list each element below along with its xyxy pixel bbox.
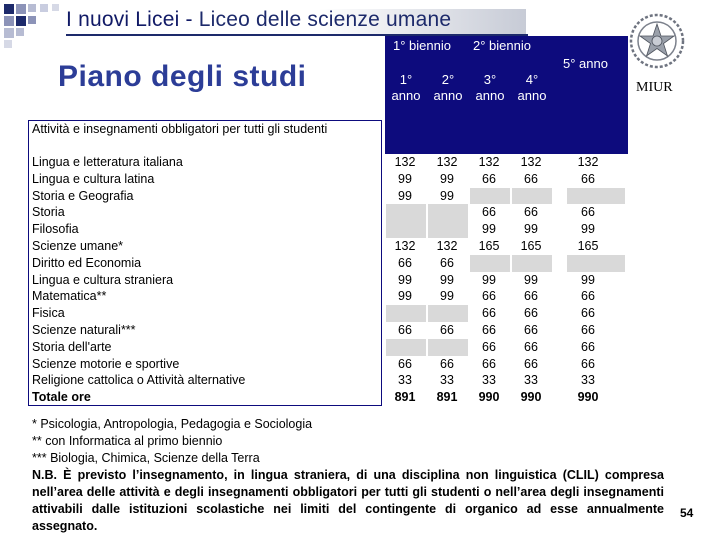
hours-cell: 165 [577, 239, 599, 253]
hours-cell: 99 [440, 272, 454, 287]
hours-cell: 165 [478, 239, 500, 253]
footnote-3: *** Biologia, Chimica, Scienze della Terra [32, 451, 260, 465]
decor-square [4, 4, 14, 14]
hours-cell: 66 [581, 323, 595, 337]
year-header-3: 3° anno [475, 72, 505, 103]
header-years [385, 56, 551, 118]
total-cell: 891 [394, 390, 416, 405]
decor-square [16, 28, 24, 36]
hours-cell: 99 [398, 272, 412, 287]
title-main: I nuovi Licei - [66, 8, 199, 31]
empty-cell [386, 339, 426, 356]
hours-cell: 66 [398, 255, 412, 270]
header-second-biennium [466, 36, 551, 56]
subject-label: Matematica** [32, 289, 107, 304]
subject-label: Scienze umane* [32, 238, 124, 253]
total-cell: 990 [520, 390, 542, 405]
hours-cell: 99 [440, 188, 454, 203]
empty-cell [428, 204, 468, 221]
hours-cell: 66 [581, 205, 595, 220]
subject-label: Diritto ed Economia [32, 255, 142, 270]
subject-label: Filosofia [32, 222, 79, 237]
hours-cell: 66 [581, 339, 595, 354]
hours-cell: 66 [482, 323, 496, 337]
decor-square [16, 16, 26, 26]
empty-cell [512, 188, 552, 205]
title-sub: Liceo delle scienze umane [198, 8, 452, 31]
total-label: Totale ore [32, 390, 91, 405]
hours-cell: 66 [482, 339, 496, 354]
hours-cell: 99 [581, 272, 595, 287]
hours-cell: 99 [398, 289, 412, 304]
year-header-4: 4° anno [517, 72, 547, 103]
empty-cell [512, 255, 552, 272]
empty-cell [386, 305, 426, 322]
empty-cell [386, 221, 426, 238]
hours-cell: 165 [520, 239, 542, 253]
hours-cell: 66 [524, 339, 538, 354]
hours-cell: 99 [398, 188, 412, 203]
hours-cell: 99 [482, 272, 496, 287]
hours-cell: 33 [524, 373, 538, 388]
hours-cell: 66 [440, 323, 454, 337]
year-header-1: 1° anno [391, 72, 421, 103]
hours-cell: 66 [440, 356, 454, 371]
group-header-2: 2° biennio [473, 38, 531, 53]
subjects-header: Attività e insegnamenti obbligatori per tutti gli studenti [32, 122, 328, 136]
group-header-1: 1° biennio [393, 38, 451, 53]
hours-cell: 66 [440, 255, 454, 270]
hours-cell: 99 [440, 171, 454, 186]
group-header-3: 5° anno [563, 56, 608, 71]
subject-label: Storia e Geografia [32, 188, 134, 203]
year-header-2: 2° anno [433, 72, 463, 103]
hours-cell: 99 [581, 222, 595, 237]
subject-label: Lingua e letteratura italiana [32, 155, 183, 169]
total-cell: 891 [436, 390, 458, 405]
hours-cell: 132 [478, 155, 500, 169]
empty-cell [470, 255, 510, 272]
footnote-nb: N.B. È previsto l’insegnamento, in lingua straniera, di una disciplina non linguistica (CLIL) compresa nell’area delle attività e degli insegnamenti obbligatori per tutti gli studenti o nell’area degli insegnamenti attivabili dalle istituzioni scolastiche nei limiti del contingente di organico ad esse annualmente assegnato. [32, 468, 664, 533]
empty-cell [428, 221, 468, 238]
hours-cell: 99 [482, 222, 496, 237]
hours-cell: 66 [581, 356, 595, 371]
hours-cell: 132 [394, 155, 416, 169]
hours-cell: 66 [482, 306, 496, 321]
hours-cell: 66 [524, 171, 538, 186]
subject-label: Storia dell'arte [32, 339, 112, 354]
hours-cell: 66 [581, 289, 595, 304]
decor-square [16, 4, 26, 14]
logo-label: MIUR [636, 80, 673, 95]
empty-cell [386, 204, 426, 221]
hours-cell: 66 [524, 205, 538, 220]
hours-cell: 99 [398, 171, 412, 186]
hours-cell: 132 [577, 155, 599, 169]
subject-label: Religione cattolica o Attività alternative [32, 373, 246, 388]
subject-label: Scienze naturali*** [32, 322, 136, 337]
subject-label: Fisica [32, 306, 65, 321]
subjects-list [32, 154, 245, 406]
total-cell: 990 [478, 390, 500, 405]
footnote-1: * Psicologia, Antropologia, Pedagogia e Sociologia [32, 417, 313, 431]
subject-label: Storia [32, 205, 65, 220]
decor-square [40, 4, 48, 12]
hours-cell: 66 [482, 205, 496, 220]
header-fifth-year [551, 36, 628, 118]
decor-square [28, 16, 36, 24]
hours-cell: 66 [524, 306, 538, 321]
hours-cell: 66 [581, 171, 595, 186]
hours-cell: 99 [524, 222, 538, 237]
header-hours-cell [385, 118, 628, 154]
empty-cell [428, 339, 468, 356]
page-heading: Piano degli studi [58, 60, 307, 93]
hours-cell: 66 [482, 356, 496, 371]
hours-cell: 66 [524, 289, 538, 304]
hours-cell: 132 [520, 155, 542, 169]
header-first-biennium [385, 36, 466, 56]
hours-cell: 99 [524, 272, 538, 287]
hours-cell: 66 [581, 306, 595, 321]
decor-square [4, 40, 12, 48]
page-number: 54 [680, 506, 694, 520]
subject-label: Lingua e cultura latina [32, 171, 155, 186]
decor-square [4, 16, 14, 26]
hours-cell: 66 [524, 323, 538, 337]
hours-cell: 66 [398, 356, 412, 371]
emblem-icon [628, 12, 686, 70]
hours-cell: 33 [581, 373, 595, 388]
hours-cell: 33 [482, 373, 496, 388]
subject-label: Scienze motorie e sportive [32, 356, 180, 371]
hours-cell: 66 [482, 289, 496, 304]
hours-cell: 33 [440, 373, 454, 388]
footnotes [32, 416, 664, 535]
hours-cell: 132 [436, 239, 458, 253]
hours-cell: 99 [440, 289, 454, 304]
hours-cell: 132 [394, 239, 416, 253]
total-cell: 990 [577, 390, 599, 405]
hours-cell: 66 [398, 323, 412, 337]
hours-cell: 66 [482, 171, 496, 186]
decor-square [4, 28, 14, 38]
slide-title [66, 8, 451, 32]
decor-square [52, 4, 59, 11]
subject-label: Lingua e cultura straniera [32, 272, 174, 287]
empty-cell [428, 305, 468, 322]
footnote-2: ** con Informatica al primo biennio [32, 434, 223, 448]
hours-cell: 132 [436, 155, 458, 169]
decor-square [28, 4, 36, 12]
hours-cell: 33 [398, 373, 412, 388]
empty-cell [567, 188, 625, 205]
empty-cell [567, 255, 625, 272]
hours-cell: 66 [524, 356, 538, 371]
empty-cell [470, 188, 510, 205]
